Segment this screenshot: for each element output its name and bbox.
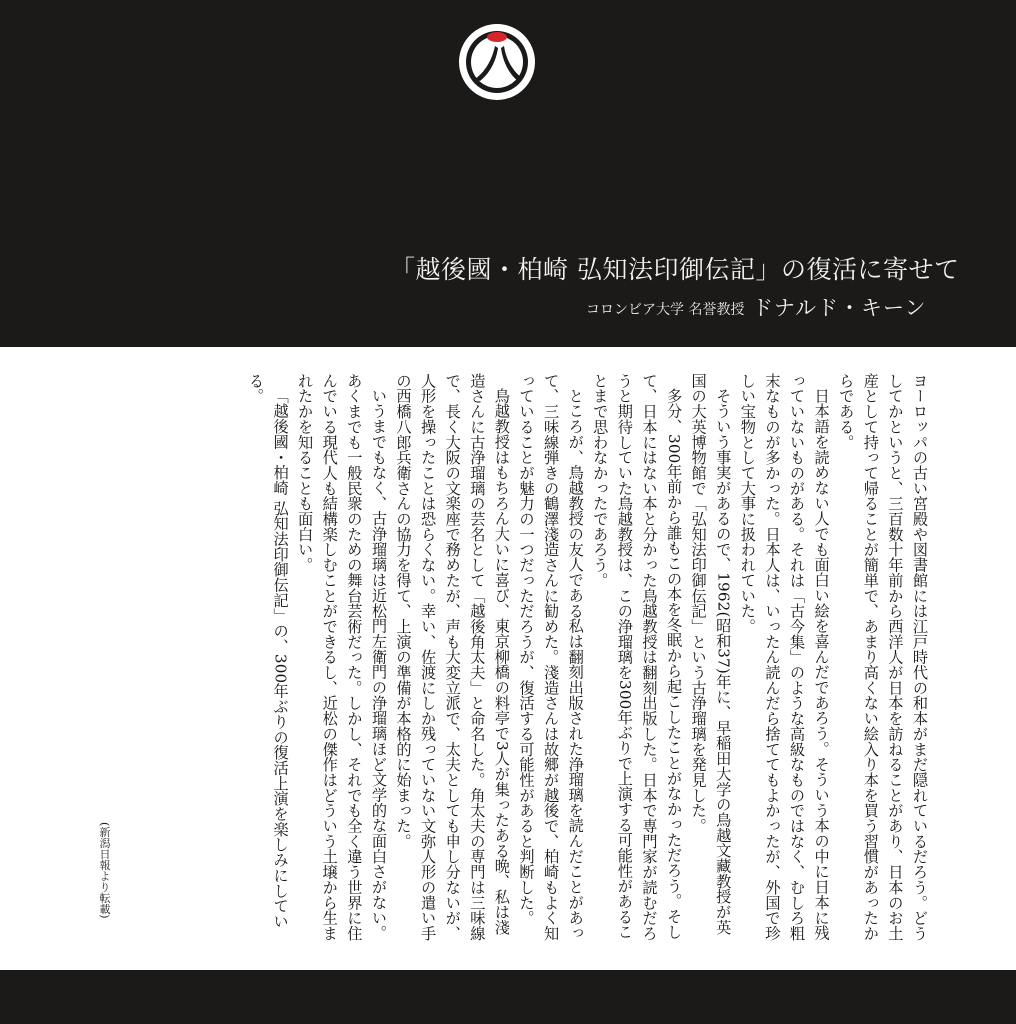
- author-name: ドナルド・キーン: [752, 296, 927, 320]
- hachi-circle-crest-icon: [455, 20, 539, 104]
- article-body: [112, 373, 932, 943]
- article-paragraph: 「越後國・柏崎 弘知法印御伝記」の、300年ぶりの復活上演を楽しみにしている。: [246, 373, 290, 930]
- article-paragraph: ところが、鳥越教授の友人である私は翻刻出版された浄瑠璃を読んだことがあって、三味線弾きの鶴澤淺造さんに勧めた。淺造さんは故郷が越後で、柏崎もよく知っていることが魅力の一つだっただろうが、復活する可能性があると判断した。: [517, 373, 585, 941]
- article-paragraph: ヨーロッパの古い宮殿や図書館には江戸時代の和本がまだ隠れているだろう。どうしてかというと、三百数十年前から西洋人が日本を訪ねることがあり、日本のお土産として持って帰ることが簡単で、あまり高くない絵入り本を買う習慣があったからである。: [837, 373, 929, 941]
- header-band: [0, 0, 1016, 347]
- article-paragraph: いうまでもなく、古浄瑠璃は近松門左衛門の浄瑠璃ほど文学的な面白さがない。あくまでも一般民衆のための舞台芸術だった。しかし、それでも全く違う世界に住んでいる現代人も結構楽しむことができるし、近松の傑作はどういう土壌から生まれたかを知ることも面白い。: [296, 373, 388, 941]
- article-paragraph: 鳥越教授はもちろん大いに喜び、東京柳橋の料亭で3人が集ったある晩、私は淺造さんに古浄瑠璃の芸名として「越後角太夫」と命名した。角太夫の専門は三味線で、長く大阪の文楽座で務めたが、声も大変立派で、太夫としても申し分ないが、人形を操ったことは恐らくない。幸い、佐渡にしか残っていない文弥人形の遣い手の西橋八郎兵衛さんの協力を得て、上演の準備が本格的に始まった。: [394, 373, 511, 941]
- source-note: (新潟日報より転載): [98, 822, 111, 919]
- article-paragraph: 日本語を読めない人でも面白い絵を喜んだであろう。そういう本の中に日本に残っていないものがある。それは「古今集」のような高級なものではなく、むしろ粗末なものが多かった。日本人は、いったん読んだら捨ててもよかったが、外国で珍しい宝物として大事に扱われていた。: [738, 373, 831, 941]
- article-paragraph: 多分、300年前から誰もこの本を冬眠から起こしたことがなかっただろう。そして、日本にはない本と分かった鳥越教授は翻刻出版した。日本で専門家が読むだろうと期待していた鳥越教授は、この浄瑠璃を300年ぶりで上演する可能性があることまで思わなかったであろう。: [591, 373, 684, 941]
- article-paragraph: そういう事実があるので、1962(昭和37)年に、早稲田大学の鳥越文藏教授が英国の大英博物館で「弘知法印御伝記」という古浄瑠璃を発見した。: [689, 373, 733, 936]
- page-title: 「越後國・柏崎 弘知法印御伝記」の復活に寄せて: [390, 255, 960, 284]
- author-affiliation: コロンビア大学 名誉教授: [586, 302, 745, 318]
- footer-band: [0, 970, 1016, 1024]
